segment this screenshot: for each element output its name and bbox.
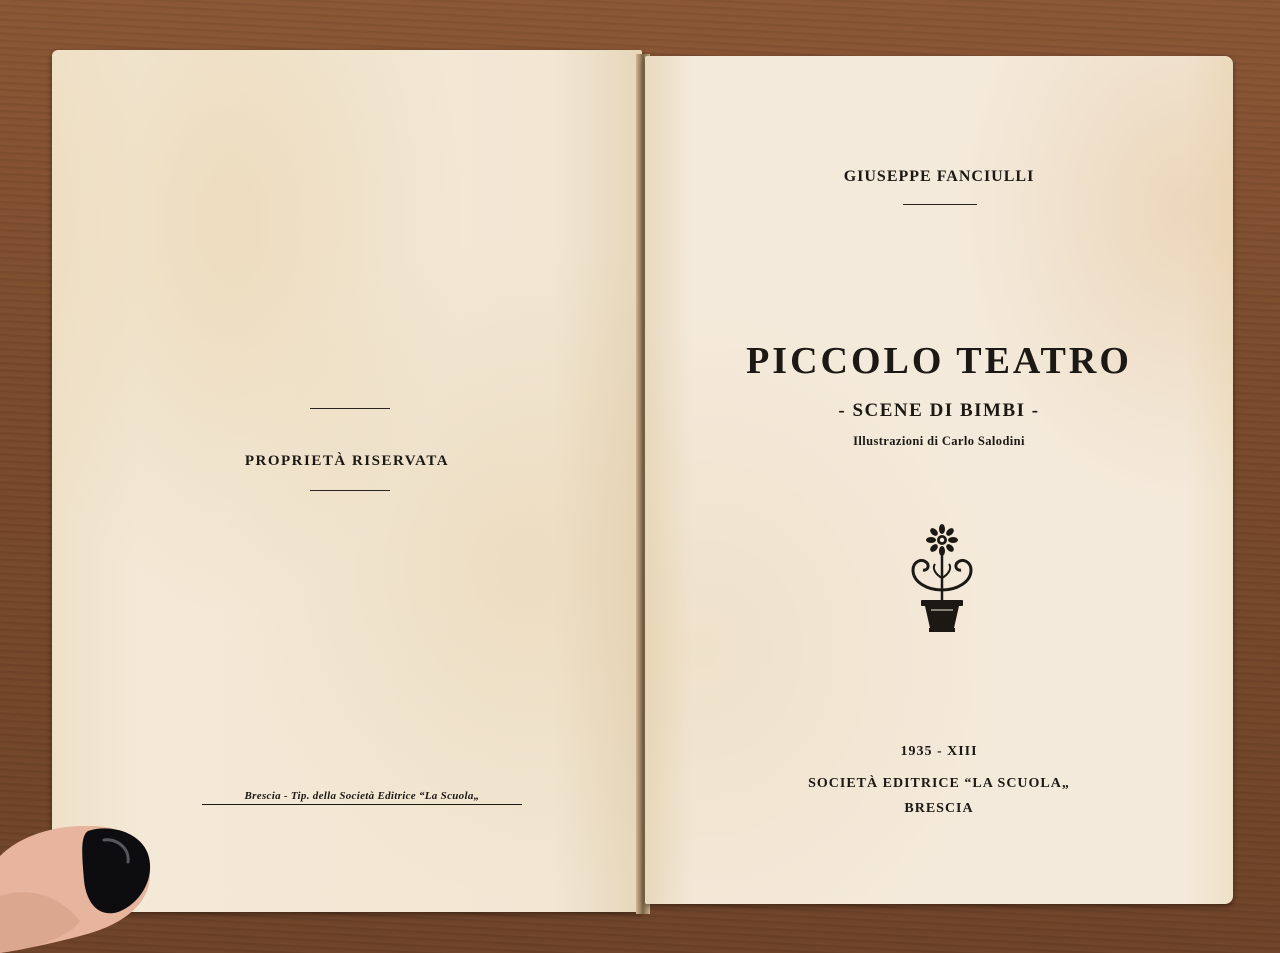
bottom-rule-reserved: [310, 490, 390, 491]
illustrator-line: Illustrazioni di Carlo Salodini: [853, 434, 1025, 448]
open-book: [40, 40, 1250, 925]
top-rule-reserved: [310, 408, 390, 409]
printer-line: Brescia - Tip. della Società Editrice “La Scuola„: [202, 790, 522, 805]
year-line: 1935 - XIII: [900, 744, 978, 759]
book-subtitle: - SCENE DI BIMBI -: [838, 400, 1040, 421]
book-title: PICCOLO TEATRO: [746, 340, 1132, 382]
author-name: GIUSEPPE FANCIULLI: [843, 168, 1035, 185]
right-page: [645, 56, 1233, 904]
flower-pot-ornament-icon: [907, 524, 977, 636]
hand-fingertip: [0, 826, 165, 953]
reserved-notice: PROPRIETÀ RISERVATA: [244, 453, 450, 469]
author-rule: [903, 204, 977, 205]
publisher-city: BRESCIA: [904, 801, 974, 816]
publisher-name: SOCIETÀ EDITRICE “LA SCUOLA„: [808, 776, 1070, 791]
left-page: [52, 50, 642, 912]
